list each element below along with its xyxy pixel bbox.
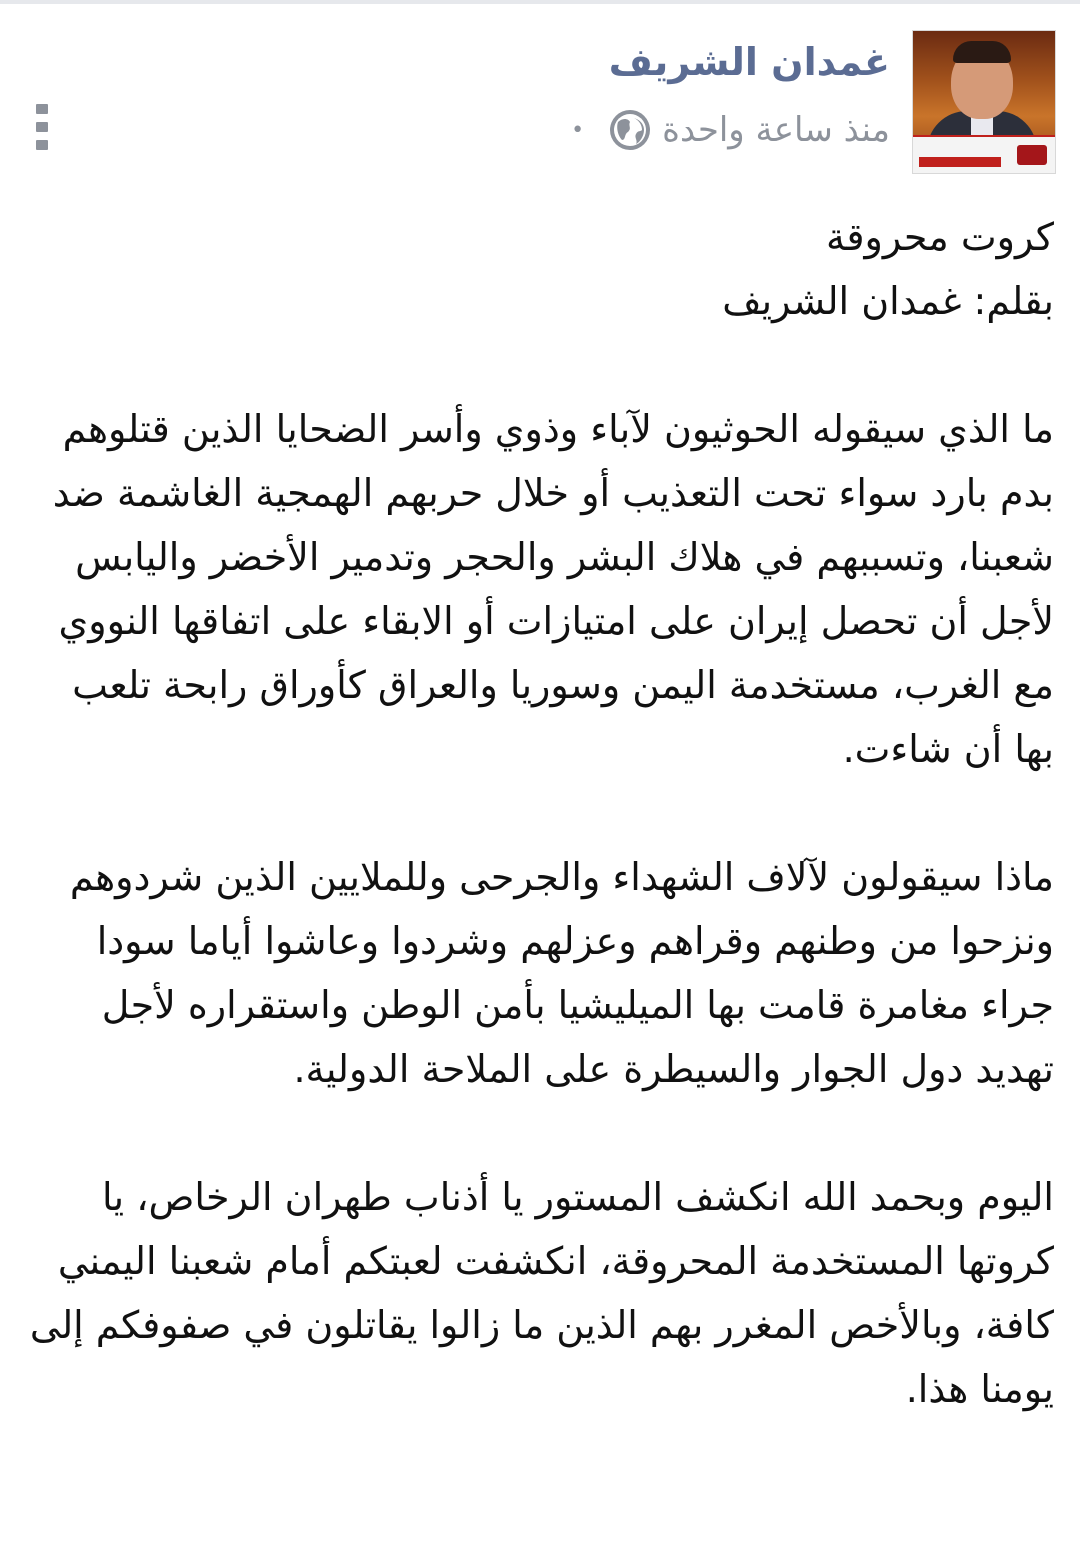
post-timestamp[interactable]: منذ ساعة واحدة (662, 110, 890, 150)
avatar-hair (953, 41, 1011, 63)
post-byline: بقلم: غمدان الشريف (722, 279, 1054, 323)
paragraph-3: اليوم وبحمد الله انكشف المستور يا أذناب طهران الرخاص، يا كروتها المستخدمة المحروقة، انكشفت لعبتكم أمام شعبنا اليمني كافة، وبالأخص المغرر بهم الذين ما زالوا يقاتلون في صفوفكم إلى يومنا هذا. (29, 1175, 1054, 1411)
avatar-banner-bar (919, 157, 1001, 167)
avatar[interactable] (912, 30, 1056, 174)
post-meta (571, 106, 890, 154)
post-header (0, 30, 1080, 175)
author-name[interactable]: غمدان الشريف (608, 40, 890, 84)
spacer (22, 333, 1054, 397)
globe-icon (608, 108, 652, 152)
spacer (22, 1101, 1054, 1165)
post-body (22, 205, 1054, 1421)
vertical-dots-icon[interactable] (34, 104, 50, 150)
paragraph-1: ما الذي سيقوله الحوثيون لآباء وذوي وأسر الضحايا الذين قتلوهم بدم بارد سواء تحت التعذيب أو خلال حربهم الهمجية الغاشمة ضد شعبنا، وتسببهم في هلاك البشر والحجر وتدمير الأخضر واليابس لأجل أن تحصل إيران على امتيازات أو الابقاء على اتفاقها النووي مع الغرب، مستخدمة اليمن وسوريا والعراق كأوراق رابحة تلعب بها أن شاءت. (52, 407, 1054, 771)
avatar-banner (913, 135, 1055, 173)
meta-separator: • (571, 117, 585, 143)
top-divider (0, 0, 1080, 4)
spacer (22, 781, 1054, 845)
paragraph-2: ماذا سيقولون لآلاف الشهداء والجرحى وللملايين الذين شردوهم ونزحوا من وطنهم وقراهم وعزلهم وشردوا وعاشوا أياما سودا جراء مغامرة قامت بها الميليشيا بأمن الوطن واستقراره لأجل تهديد دول الجوار والسيطرة على الملاحة الدولية. (69, 855, 1054, 1091)
post-title: كروت محروقة (826, 215, 1054, 259)
avatar-logo (1017, 145, 1047, 165)
